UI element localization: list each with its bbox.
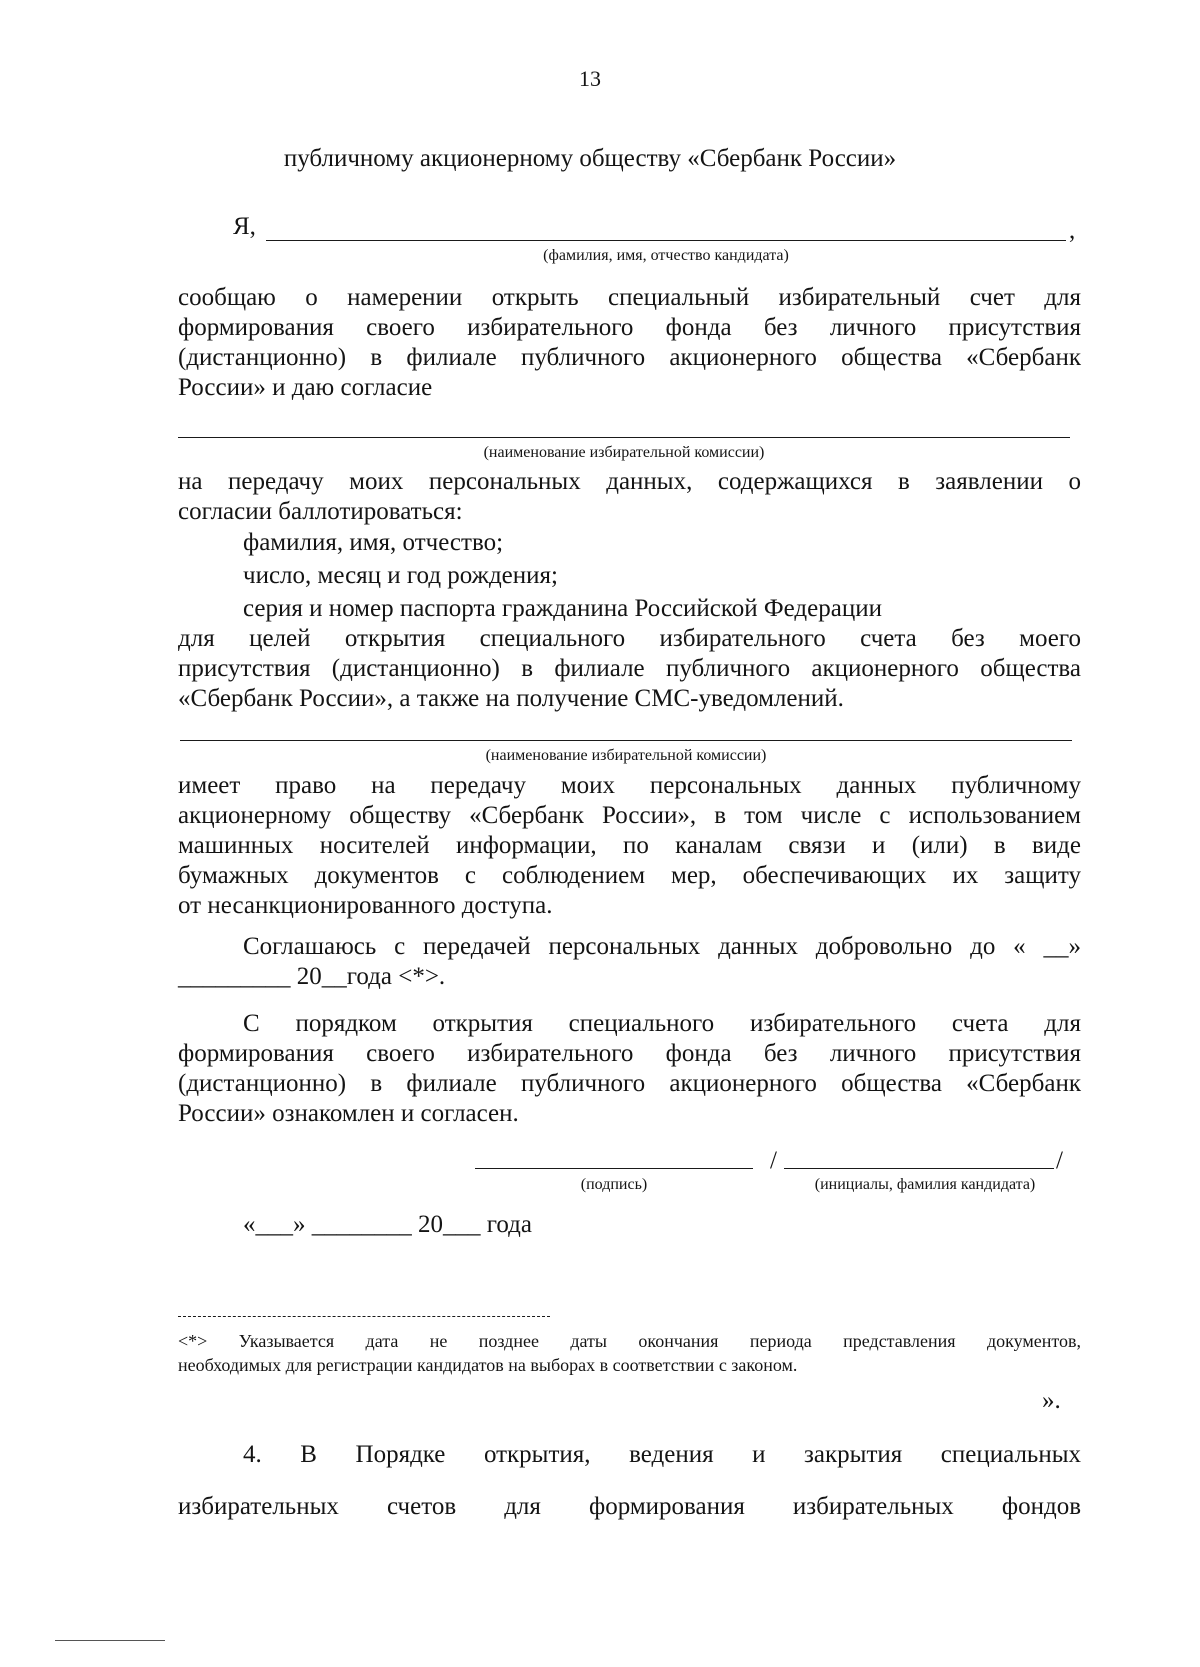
candidate-name-caption: (фамилия, имя, отчество кандидата)	[543, 247, 789, 264]
date-line[interactable]: «___» ________ 20___ года	[243, 1211, 532, 1238]
initials-caption: (инициалы, фамилия кандидата)	[814, 1176, 1036, 1193]
paragraph-acknowledge: С порядком открытия специального избирательного счета для формирования своего избирательного фонда без личного присутствия (дистанционно) в филиале публичного акционерного общества «Сбербанк России» ознакомлен и согласен.	[178, 1010, 1081, 1127]
list-item: число, месяц и год рождения;	[243, 562, 558, 589]
signature-caption: (подпись)	[580, 1176, 648, 1193]
commission-name-field-2[interactable]	[180, 740, 1072, 741]
candidate-initials-field[interactable]	[784, 1168, 1054, 1169]
page-edge-mark	[55, 1640, 165, 1641]
page-number: 13	[579, 66, 601, 91]
paragraph-purpose: для целей открытия специального избирательного счета без моего присутствия (дистанционно) в филиале публичного акционерного общества «Сбербанк России», а также на получение СМС-уведомлений.	[178, 625, 1081, 712]
slash-left: /	[770, 1147, 777, 1174]
slash-right: /	[1056, 1147, 1063, 1174]
paragraph-consent: на передачу моих персональных данных, содержащихся в заявлении о согласии баллотироваться:	[178, 468, 1081, 525]
paragraph-agree-term: Соглашаюсь с передачей персональных данных добровольно до « __» _________ 20__года <*>.	[178, 933, 1081, 990]
comma: ,	[1069, 217, 1076, 244]
paragraph-intent: сообщаю о намерении открыть специальный избирательный счет для формирования своего избирательного фонда без личного присутствия (дистанционно) в филиале публичного акционерного общества «Сбербанк России» и даю согласие	[178, 284, 1081, 401]
footnote: <*> Указывается дата не позднее даты окончания периода представления документов, необходимых для регистрации кандидатов на выборах в соответствии с законом.	[178, 1331, 1081, 1375]
list-item: серия и номер паспорта гражданина Российской Федерации	[243, 595, 882, 622]
i-label: Я,	[233, 213, 256, 240]
addressee: публичному акционерному обществу «Сбербанк России»	[283, 145, 897, 172]
commission-caption-1: (наименование избирательной комиссии)	[483, 444, 765, 461]
data-items-list	[243, 528, 882, 627]
footnote-separator	[178, 1316, 550, 1317]
commission-caption-2: (наименование избирательной комиссии)	[485, 747, 767, 764]
paragraph-rights: имеет право на передачу моих персональных данных публичному акционерному обществу «Сбербанк России», в том числе с использованием машинных носителей информации, по каналам связи и (или) в виде бумажных документов с соблюдением мер, обеспечивающих их защиту от несанкционированного доступа.	[178, 772, 1081, 919]
candidate-name-field[interactable]	[266, 240, 1066, 241]
commission-name-field-1[interactable]	[178, 437, 1070, 438]
list-item: фамилия, имя, отчество;	[243, 529, 504, 556]
closing-quote: ».	[1042, 1387, 1061, 1414]
paragraph-item-4: 4. В Порядке открытия, ведения и закрытия специальных избирательных счетов для формирования избирательных фондов	[178, 1441, 1081, 1520]
signature-field[interactable]	[475, 1168, 753, 1169]
